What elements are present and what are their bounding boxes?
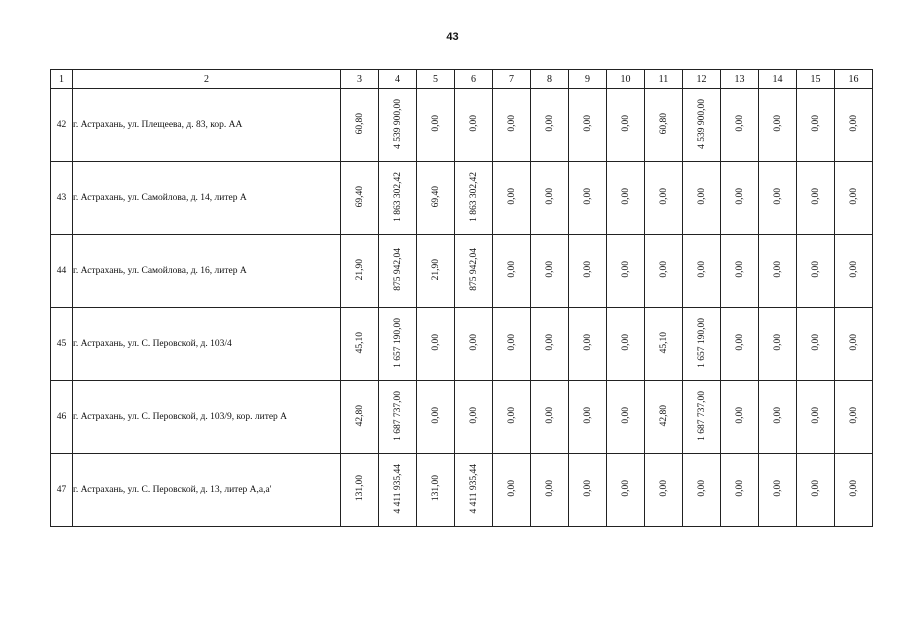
value-cell-col-13 — [721, 381, 759, 454]
value-cell-col-3 — [341, 454, 379, 527]
value-cell-col-16 — [835, 381, 873, 454]
value-text: 0,00 — [582, 188, 593, 205]
value-text: 4 411 935,44 — [468, 463, 479, 514]
column-header-10: 10 — [607, 70, 645, 89]
value-cell-col-12 — [683, 308, 721, 381]
column-header-9: 9 — [569, 70, 607, 89]
value-cell-col-8 — [531, 89, 569, 162]
value-cell-col-3 — [341, 308, 379, 381]
value-cell-col-11 — [645, 454, 683, 527]
value-cell-col-12 — [683, 89, 721, 162]
column-header-15: 15 — [797, 70, 835, 89]
value-cell-col-6 — [455, 381, 493, 454]
value-text: 0,00 — [734, 115, 745, 132]
value-text: 0,00 — [734, 261, 745, 278]
value-cell-col-3 — [341, 89, 379, 162]
column-header-2: 2 — [73, 70, 341, 89]
value-cell-col-11 — [645, 308, 683, 381]
value-text: 0,00 — [620, 261, 631, 278]
value-text: 0,00 — [506, 407, 517, 424]
value-text: 0,00 — [430, 115, 441, 132]
value-cell-col-14 — [759, 308, 797, 381]
value-cell-col-5 — [417, 235, 455, 308]
value-cell-col-13 — [721, 454, 759, 527]
column-header-12: 12 — [683, 70, 721, 89]
value-cell-col-7 — [493, 381, 531, 454]
value-text: 0,00 — [430, 334, 441, 351]
value-text: 0,00 — [544, 115, 555, 132]
value-text: 0,00 — [848, 188, 859, 205]
column-header-11: 11 — [645, 70, 683, 89]
value-text: 0,00 — [810, 480, 821, 497]
value-text: 0,00 — [848, 261, 859, 278]
value-cell-col-14 — [759, 89, 797, 162]
value-text: 0,00 — [772, 261, 783, 278]
value-cell-col-6 — [455, 89, 493, 162]
value-cell-col-12 — [683, 162, 721, 235]
value-text: 0,00 — [620, 115, 631, 132]
value-text: 1 687 737,00 — [696, 390, 707, 441]
value-cell-col-16 — [835, 235, 873, 308]
column-header-4: 4 — [379, 70, 417, 89]
value-cell-col-6 — [455, 308, 493, 381]
value-cell-col-9 — [569, 308, 607, 381]
column-header-6: 6 — [455, 70, 493, 89]
value-cell-col-10 — [607, 162, 645, 235]
value-text: 0,00 — [506, 115, 517, 132]
value-cell-col-11 — [645, 381, 683, 454]
address-cell: г. Астрахань, ул. Самойлова, д. 14, литер А — [73, 162, 341, 235]
value-text: 1 657 190,00 — [392, 317, 403, 368]
value-cell-col-4 — [379, 308, 417, 381]
value-cell-col-10 — [607, 89, 645, 162]
value-cell-col-13 — [721, 162, 759, 235]
address-cell: г. Астрахань, ул. С. Перовской, д. 103/4 — [73, 308, 341, 381]
value-text: 42,80 — [354, 404, 365, 427]
value-text: 0,00 — [810, 261, 821, 278]
address-cell: г. Астрахань, ул. С. Перовской, д. 103/9, кор. литер А — [73, 381, 341, 454]
value-text: 1 863 302,42 — [392, 171, 403, 222]
row-number: 43 — [51, 162, 73, 235]
value-text: 0,00 — [772, 115, 783, 132]
value-text: 0,00 — [696, 480, 707, 497]
value-text: 0,00 — [658, 261, 669, 278]
value-cell-col-12 — [683, 235, 721, 308]
value-cell-col-7 — [493, 89, 531, 162]
column-header-3: 3 — [341, 70, 379, 89]
value-cell-col-11 — [645, 162, 683, 235]
value-text: 45,10 — [658, 331, 669, 354]
address-cell: г. Астрахань, ул. Самойлова, д. 16, литер А — [73, 235, 341, 308]
value-text: 0,00 — [620, 334, 631, 351]
value-text: 4 539 900,00 — [696, 98, 707, 149]
value-text: 0,00 — [734, 407, 745, 424]
value-cell-col-8 — [531, 235, 569, 308]
value-text: 0,00 — [658, 188, 669, 205]
value-cell-col-6 — [455, 454, 493, 527]
value-cell-col-6 — [455, 235, 493, 308]
value-text: 0,00 — [582, 115, 593, 132]
value-text: 0,00 — [810, 188, 821, 205]
value-text: 0,00 — [734, 334, 745, 351]
value-cell-col-13 — [721, 235, 759, 308]
value-cell-col-15 — [797, 235, 835, 308]
value-cell-col-13 — [721, 89, 759, 162]
value-cell-col-8 — [531, 454, 569, 527]
value-text: 0,00 — [544, 407, 555, 424]
value-cell-col-4 — [379, 162, 417, 235]
value-text: 0,00 — [468, 334, 479, 351]
value-cell-col-10 — [607, 308, 645, 381]
value-text: 0,00 — [848, 334, 859, 351]
value-text: 0,00 — [848, 407, 859, 424]
value-cell-col-11 — [645, 235, 683, 308]
page-number: 43 — [446, 31, 459, 43]
value-text: 0,00 — [620, 188, 631, 205]
value-text: 0,00 — [734, 188, 745, 205]
value-cell-col-13 — [721, 308, 759, 381]
value-text: 0,00 — [810, 407, 821, 424]
value-text: 131,00 — [354, 475, 365, 502]
value-cell-col-5 — [417, 89, 455, 162]
row-number: 44 — [51, 235, 73, 308]
value-cell-col-16 — [835, 308, 873, 381]
row-number: 46 — [51, 381, 73, 454]
value-cell-col-15 — [797, 454, 835, 527]
value-text: 0,00 — [544, 334, 555, 351]
value-cell-col-3 — [341, 235, 379, 308]
value-cell-col-5 — [417, 454, 455, 527]
value-cell-col-4 — [379, 89, 417, 162]
value-text: 69,40 — [354, 185, 365, 208]
value-text: 0,00 — [810, 115, 821, 132]
value-text: 131,00 — [430, 475, 441, 502]
value-cell-col-9 — [569, 235, 607, 308]
column-header-14: 14 — [759, 70, 797, 89]
column-header-8: 8 — [531, 70, 569, 89]
value-text: 42,80 — [658, 404, 669, 427]
value-text: 1 687 737,00 — [392, 390, 403, 441]
value-text: 0,00 — [544, 261, 555, 278]
value-text: 0,00 — [772, 334, 783, 351]
value-text: 0,00 — [582, 407, 593, 424]
value-text: 0,00 — [734, 480, 745, 497]
value-text: 0,00 — [506, 188, 517, 205]
value-text: 0,00 — [696, 188, 707, 205]
value-text: 875 942,04 — [392, 248, 403, 291]
value-text: 1 657 190,00 — [696, 317, 707, 368]
value-cell-col-16 — [835, 454, 873, 527]
value-text: 4 539 900,00 — [392, 98, 403, 149]
value-cell-col-8 — [531, 162, 569, 235]
value-cell-col-14 — [759, 162, 797, 235]
value-cell-col-10 — [607, 235, 645, 308]
value-cell-col-14 — [759, 381, 797, 454]
value-cell-col-7 — [493, 162, 531, 235]
value-cell-col-14 — [759, 454, 797, 527]
value-cell-col-15 — [797, 89, 835, 162]
value-cell-col-7 — [493, 235, 531, 308]
value-text: 0,00 — [810, 334, 821, 351]
value-text: 0,00 — [506, 480, 517, 497]
row-number: 42 — [51, 89, 73, 162]
value-text: 0,00 — [468, 407, 479, 424]
value-cell-col-15 — [797, 381, 835, 454]
value-text: 0,00 — [582, 480, 593, 497]
value-cell-col-4 — [379, 235, 417, 308]
address-cell: г. Астрахань, ул. Плещеева, д. 83, кор. АА — [73, 89, 341, 162]
value-cell-col-6 — [455, 162, 493, 235]
value-cell-col-12 — [683, 381, 721, 454]
value-text: 0,00 — [620, 480, 631, 497]
value-text: 0,00 — [506, 261, 517, 278]
value-text: 0,00 — [544, 480, 555, 497]
value-cell-col-4 — [379, 381, 417, 454]
value-text: 0,00 — [506, 334, 517, 351]
value-text: 69,40 — [430, 185, 441, 208]
value-text: 0,00 — [582, 334, 593, 351]
value-text: 0,00 — [848, 480, 859, 497]
value-text: 21,90 — [354, 258, 365, 281]
table-row — [51, 235, 873, 308]
value-cell-col-8 — [531, 381, 569, 454]
value-cell-col-8 — [531, 308, 569, 381]
column-header-7: 7 — [493, 70, 531, 89]
value-text: 0,00 — [620, 407, 631, 424]
value-text: 875 942,04 — [468, 248, 479, 291]
value-text: 21,90 — [430, 258, 441, 281]
value-cell-col-5 — [417, 162, 455, 235]
value-text: 0,00 — [696, 261, 707, 278]
value-cell-col-7 — [493, 308, 531, 381]
value-cell-col-5 — [417, 308, 455, 381]
value-text: 0,00 — [772, 480, 783, 497]
value-text: 0,00 — [544, 188, 555, 205]
value-cell-col-10 — [607, 454, 645, 527]
value-cell-col-12 — [683, 454, 721, 527]
value-cell-col-3 — [341, 162, 379, 235]
value-cell-col-4 — [379, 454, 417, 527]
value-cell-col-15 — [797, 308, 835, 381]
column-header-5: 5 — [417, 70, 455, 89]
column-header-16: 16 — [835, 70, 873, 89]
value-cell-col-9 — [569, 454, 607, 527]
value-cell-col-9 — [569, 162, 607, 235]
data-table — [50, 69, 873, 527]
table-row — [51, 308, 873, 381]
value-cell-col-10 — [607, 381, 645, 454]
value-text: 0,00 — [772, 188, 783, 205]
value-cell-col-9 — [569, 89, 607, 162]
value-cell-col-14 — [759, 235, 797, 308]
value-cell-col-5 — [417, 381, 455, 454]
value-text: 0,00 — [582, 261, 593, 278]
value-text: 0,00 — [468, 115, 479, 132]
value-cell-col-9 — [569, 381, 607, 454]
column-header-1: 1 — [51, 70, 73, 89]
value-cell-col-15 — [797, 162, 835, 235]
table-row — [51, 454, 873, 527]
value-text: 1 863 302,42 — [468, 171, 479, 222]
column-header-13: 13 — [721, 70, 759, 89]
value-cell-col-7 — [493, 454, 531, 527]
row-number: 47 — [51, 454, 73, 527]
value-text: 0,00 — [772, 407, 783, 424]
value-cell-col-16 — [835, 162, 873, 235]
value-text: 4 411 935,44 — [392, 463, 403, 514]
value-text: 0,00 — [848, 115, 859, 132]
value-text: 60,80 — [658, 112, 669, 135]
value-cell-col-16 — [835, 89, 873, 162]
table-row — [51, 381, 873, 454]
header-row — [51, 70, 873, 89]
value-cell-col-11 — [645, 89, 683, 162]
table-row — [51, 162, 873, 235]
value-cell-col-3 — [341, 381, 379, 454]
table-row — [51, 89, 873, 162]
value-text: 60,80 — [354, 112, 365, 135]
value-text: 0,00 — [658, 480, 669, 497]
row-number: 45 — [51, 308, 73, 381]
value-text: 0,00 — [430, 407, 441, 424]
value-text: 45,10 — [354, 331, 365, 354]
address-cell: г. Астрахань, ул. С. Перовской, д. 13, литер А,а,а' — [73, 454, 341, 527]
